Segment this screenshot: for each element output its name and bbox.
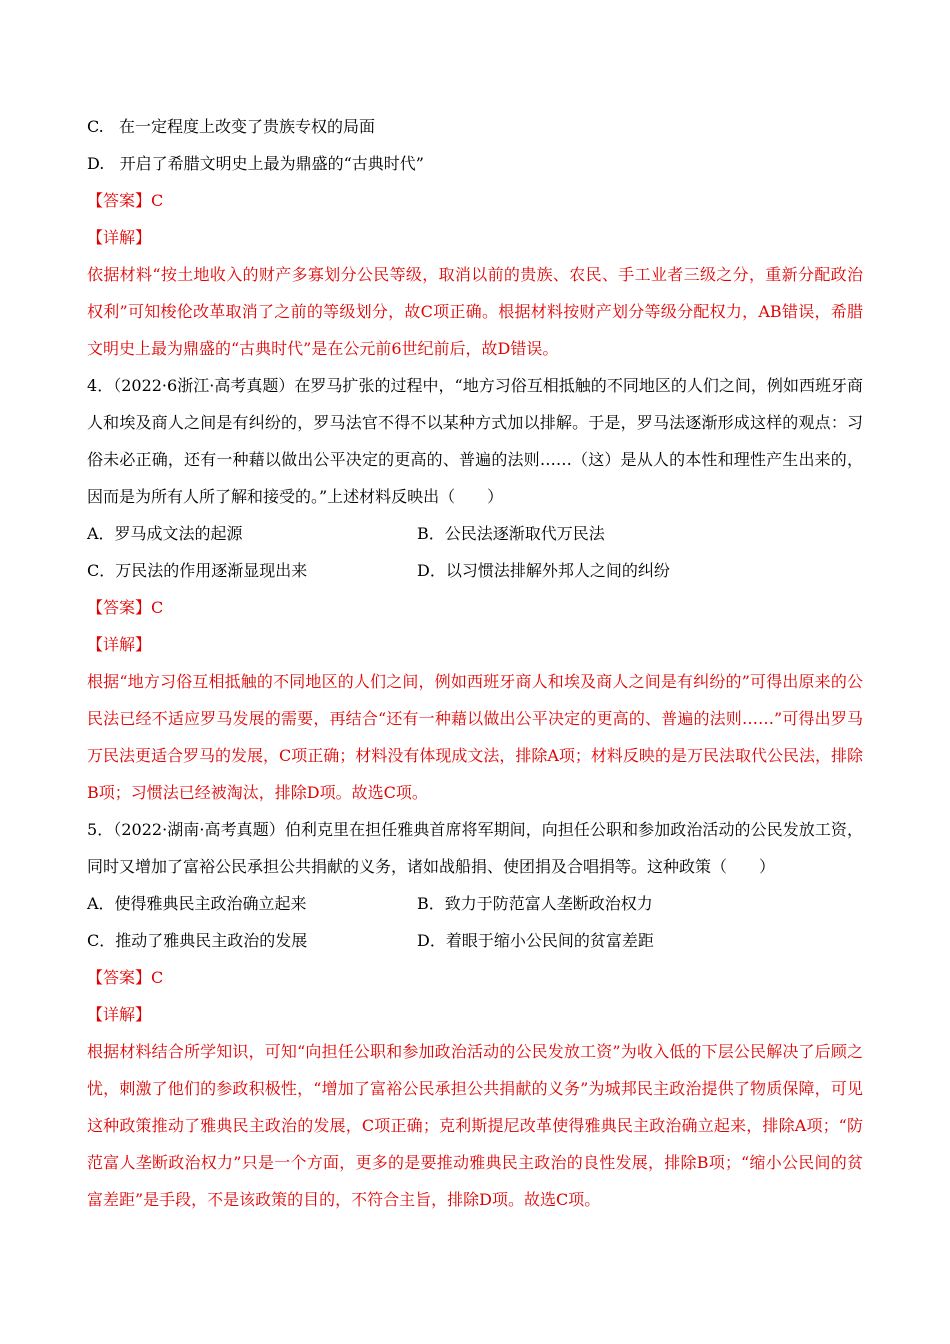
q5-detail-label: 【详解】 — [87, 1005, 152, 1024]
q3-detail: 依据材料“按土地收入的财产多寡划分公民等级，取消以前的贵族、农民、手工业者三级之分，重新分配政治权利”可知梭伦改革取消了之前的等级划分，故C项正确。根据材料按财产划分等级分配权力，AB错误，希腊文明史上最为鼎盛的“古典时代”是在公元前6世纪前后，故D错误。 — [87, 265, 863, 358]
q5-detail: 根据材料结合所学知识，可知“向担任公职和参加政治活动的公民发放工资”为收入低的下层公民解决了后顾之忧，刺激了他们的参政积极性，“增加了富裕公民承担公共捐献的义务”为城邦民主政治提供了物质保障，可见这种政策推动了雅典民主政治的发展，C项正确；克利斯提尼改革使得雅典民主政治确立起来，排除A项；“防范富人垄断政治权力”只是一个方面，更多的是要推动雅典民主政治的良性发展，排除B项；“缩小公民间的贫富差距”是手段，不是该政策的目的，不符合主旨，排除D项。故选C项。 — [87, 1042, 863, 1209]
q4-option-a: A．罗马成文法的起源 — [87, 524, 243, 543]
q4-detail: 根据“地方习俗互相抵触的不同地区的人们之间，例如西班牙商人和埃及商人之间是有纠纷的”可得出原来的公民法已经不适应罗马发展的需要，再结合“还有一种藉以做出公平决定的更高的、普遍的法则……”可得出罗马万民法更适合罗马的发展，C项正确；材料没有体现成文法，排除A项；材料反映的是万民法取代公民法，排除B项；习惯法已经被淘汰，排除D项。故选C项。 — [87, 672, 863, 802]
q3-option-c: C. 在一定程度上改变了贵族专权的局面 — [87, 117, 376, 136]
q5-option-a: A．使得雅典民主政治确立起来 — [87, 894, 307, 913]
q4-stem: 4．（2022·6浙江·高考真题）在罗马扩张的过程中，“地方习俗互相抵触的不同地区的人们之间，例如西班牙商人和埃及商人之间是有纠纷的，罗马法官不得不以某种方式加以排解。于是，罗马法逐渐形成这样的观点：习俗未必正确，还有一种藉以做出公平决定的更高的、普遍的法则……（这）是从人的本性和理性产生出来的，因而是为所有人所了解和接受的。”上述材料反映出（ ） — [87, 376, 863, 506]
q5-answer: 【答案】C — [87, 968, 164, 987]
q3-detail-label: 【详解】 — [87, 228, 152, 247]
q5-option-d: D．着眼于缩小公民间的贫富差距 — [417, 931, 654, 950]
q4-detail-label: 【详解】 — [87, 635, 152, 654]
q4-options-row-1 — [87, 515, 863, 552]
q5-options-row-2 — [87, 922, 863, 959]
q5-stem: 5．（2022·湖南·高考真题）伯利克里在担任雅典首席将军期间，向担任公职和参加政治活动的公民发放工资，同时又增加了富裕公民承担公共捐献的义务，诸如战船捐、使团捐及合唱捐等。这种政策（ ） — [87, 820, 863, 876]
q4-option-d: D．以习惯法排解外邦人之间的纠纷 — [417, 561, 670, 580]
q5-option-c: C．推动了雅典民主政治的发展 — [87, 931, 308, 950]
q3-answer: 【答案】C — [87, 191, 164, 210]
q4-options-row-2 — [87, 552, 863, 589]
q5-options-row-1 — [87, 885, 863, 922]
q3-option-d: D. 开启了希腊文明史上最为鼎盛的“古典时代” — [87, 154, 424, 173]
q4-option-b: B．公民法逐渐取代万民法 — [417, 524, 605, 543]
document-page — [87, 108, 863, 1218]
q5-option-b: B．致力于防范富人垄断政治权力 — [417, 894, 653, 913]
q4-option-c: C．万民法的作用逐渐显现出来 — [87, 561, 308, 580]
q4-answer: 【答案】C — [87, 598, 164, 617]
